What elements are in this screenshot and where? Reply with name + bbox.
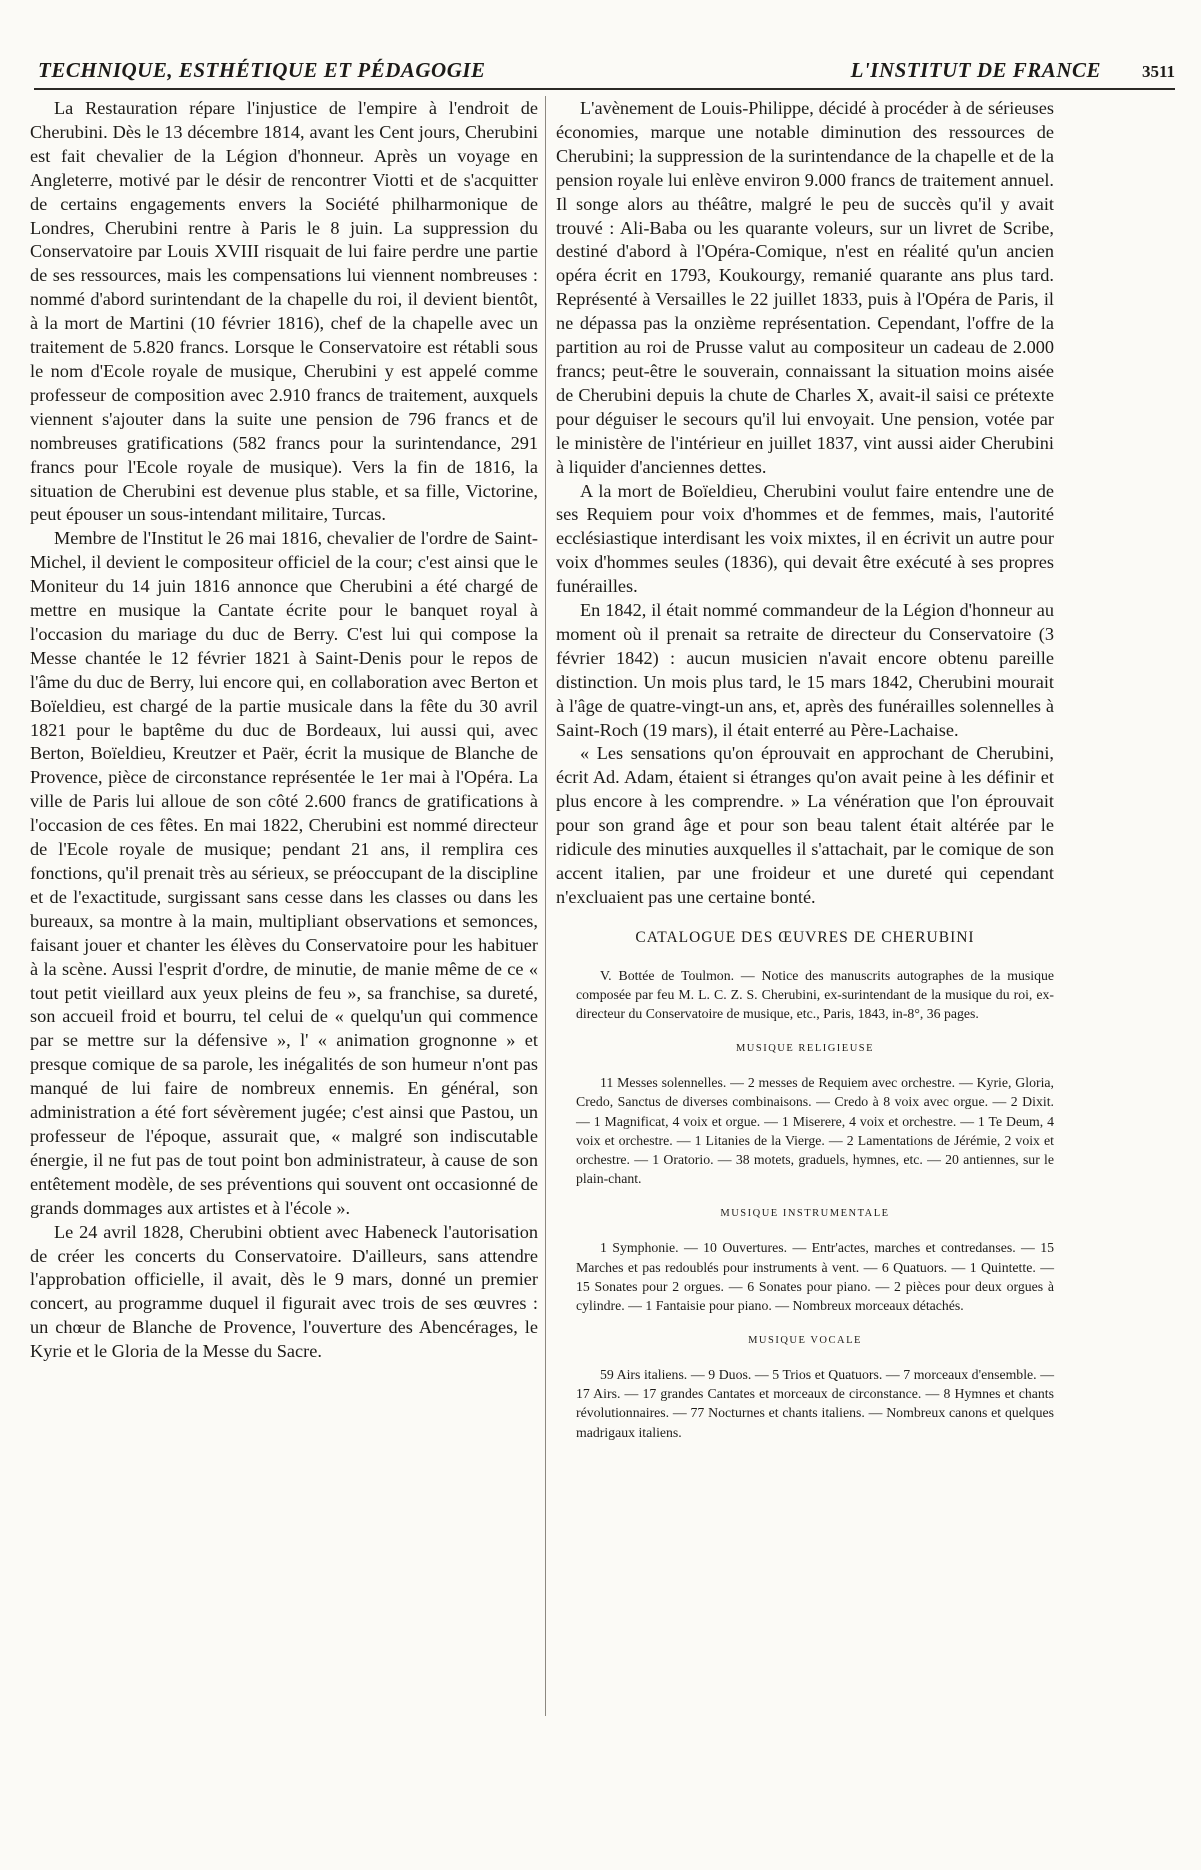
paragraph: « Les sensations qu'on éprouvait en approchant de Cherubini, écrit Ad. Adam, étaient si étranges qu'on avait peine à les définir et plus encore à les comprendre. » La vénération que l'on éprouvait pour son grand âge et pour son beau talent était altérée par le ridicule des minuties auxquelles il s'attachait, par le comique de son accent italien, par une froideur et une dureté qui cependant n'excluaient pas une certaine bonté.	[556, 743, 1054, 907]
page-number: 3511	[1141, 62, 1175, 81]
catalogue	[556, 926, 1054, 1442]
right-column	[556, 97, 1054, 1442]
left-column	[30, 97, 538, 1364]
section-entry: 59 Airs italiens. — 9 Duos. — 5 Trios et Quatuors. — 7 morceaux d'ensemble. — 17 Airs. — 17 grandes Cantates et morceaux de circonstance. — 8 Hymnes et chants révolutionnaires. — 77 Nocturnes et chants italiens. — Nombreux canons et quelques madrigaux italiens.	[576, 1367, 1054, 1440]
paragraph: L'avènement de Louis-Philippe, décidé à procéder à de sérieuses économies, marque une notable diminution des ressources de Cherubini; la suppression de la surintendance de la chapelle et de la pension royale lui enlève environ 9.000 francs de traitement annuel. Il songe alors au théâtre, malgré le peu de succès qu'il y avait trouvé : Ali-Baba ou les quarante voleurs, sur un livret de Scribe, destiné d'abord à l'Opéra-Comique, n'est en réalité qu'un ancien opéra écrit en 1793, Koukourgy, remanié quarante ans plus tard. Représenté à Versailles le 22 juillet 1833, puis à l'Opéra de Paris, il ne dépassa pas la onzième représentation. Cependant, l'offre de la partition au roi de Prusse valut au compositeur un cadeau de 2.000 francs; peut-être le souverain, connaissant la situation moins aisée de Cherubini depuis la chute de Charles X, avait-il saisi ce prétexte pour déguiser le secours qu'il lui envoyait. Une pension, votée par le ministère de l'intérieur en juillet 1837, vint aussi aider Cherubini à liquider d'anciennes dettes.	[556, 98, 1054, 477]
paragraph: Le 24 avril 1828, Cherubini obtient avec Habeneck l'autorisation de créer les concerts du Conservatoire. D'ailleurs, sans attendre l'approbation officielle, il avait, dès le 9 mars, donné un premier concert, au programme duquel il figurait avec trois de ses œuvres : un chœur de Blanche de Provence, l'ouverture des Abencérages, le Kyrie et le Gloria de la Messe du Sacre.	[30, 1221, 538, 1362]
paragraph: Membre de l'Institut le 26 mai 1816, chevalier de l'ordre de Saint-Michel, il devient le compositeur officiel de la cour; c'est ainsi que le Moniteur du 14 juin 1816 annonce que Cherubini a été chargé de mettre en musique la Cantate écrite pour le banquet royal à l'occasion du mariage du duc de Berry. C'est lui qui compose la Messe chantée le 12 février 1821 à Saint-Denis pour le repos de l'âme du duc de Berry, lui encore qui, en collaboration avec Berton et Boïeldieu, est chargé de la partie musicale dans la fête du 30 avril 1821 pour le baptême du duc de Bordeaux, lui aussi qui, avec Berton, Boïeldieu, Kreutzer et Paër, écrit la musique de Blanche de Provence, pièce de circonstance représentée le 1er mai à l'Opéra. La ville de Paris lui alloue de son côté 2.600 francs de gratifications à l'occasion de ces fêtes. En mai 1822, Cherubini est nommé directeur de l'Ecole royale de musique; pendant 21 ans, il remplira ces fonctions, qu'il prenait très au sérieux, se préoccupant de la discipline et de l'exactitude, surgissant sans cesse dans les classes ou dans les bureaux, sa montre à la main, multipliant observations et semonces, faisant jouer et chanter les élèves du Conservatoire pour les habituer à la scène. Aussi l'esprit d'ordre, de minutie, de manie même de ce « tout petit vieillard aux yeux pleins de feu », sa franchise, sa dureté, son accueil froid et bourru, tel celui de « quelqu'un qui commence par se mettre sur la défensive », l' « animation grognonne » et presque comique de sa parole, les inégalités de son humeur n'ont pas manqué de lui faire de nombreux ennemis. En général, son administration a été fort sévèrement jugée; c'est ainsi que Pastou, un professeur de l'époque, assurait que, « malgré son indiscutable énergie, il ne fut pas de tout point bon administrateur, à cause de son entêtement modèle, de ses préventions qui souvent ont occasionné de grands dommages aux artistes et à l'école ».	[30, 528, 538, 1218]
paragraph: La Restauration répare l'injustice de l'empire à l'endroit de Cherubini. Dès le 13 décembre 1814, avant les Cent jours, Cherubini est fait chevalier de la Légion d'honneur. Après un voyage en Angleterre, motivé par le désir de rencontrer Viotti et de s'acquitter de certains engagements envers la Société philharmonique de Londres, Cherubini rentre à Paris le 8 juin. La suppression du Conservatoire par Louis XVIII risquait de lui faire perdre une partie de ses ressources, mais les compensations lui viennent nombreuses : nommé d'abord surintendant de la chapelle du roi, il devient bientôt, à la mort de Martini (10 février 1816), chef de la chapelle avec un traitement de 5.820 francs. Lorsque le Conservatoire est rétabli sous le nom d'Ecole royale de musique, Cherubini y est appelé comme professeur de composition avec 2.910 francs de traitement, auxquels viennent s'ajouter dans la suite une pension de 796 francs et de nombreuses gratifications (582 francs pour la surintendance, 291 francs pour l'Ecole royale de musique). Vers la fin de 1816, la situation de Cherubini est devenue plus stable, et sa fille, Victorine, peut épouser un sous-intendant militaire, Turcas.	[30, 98, 538, 525]
header-right-title: L'INSTITUT DE FRANCE	[850, 58, 1101, 82]
paragraph: A la mort de Boïeldieu, Cherubini voulut faire entendre une de ses Requiem pour voix d'hommes et de femmes, mais, l'autorité ecclésiastique interdisant les voix mixtes, il en écrivit un autre pour voix d'hommes seules (1836), qui devait être exécuté à ses propres funérailles.	[556, 480, 1054, 597]
section-heading: MUSIQUE RELIGIEUSE	[735, 1043, 875, 1055]
column-divider	[545, 96, 546, 1716]
running-header	[34, 52, 1175, 90]
paragraph: En 1842, il était nommé commandeur de la Légion d'honneur au moment où il prenait sa retraite de directeur du Conservatoire (3 février 1842) : aucun musicien n'avait encore obtenu pareille distinction. Un mois plus tard, le 15 mars 1842, Cherubini mourait à l'âge de quatre-vingt-un ans, et, après des funérailles solennelles à Saint-Roch (19 mars), il était enterré au Père-Lachaise.	[556, 600, 1054, 740]
section-heading: MUSIQUE VOCALE	[748, 1335, 862, 1347]
header-left-title: TECHNIQUE, ESTHÉTIQUE ET PÉDAGOGIE	[38, 58, 486, 82]
catalogue-title: CATALOGUE DES ŒUVRES DE CHERUBINI	[635, 928, 975, 946]
section-entry: 1 Symphonie. — 10 Ouvertures. — Entr'actes, marches et contredanses. — 15 Marches et pas redoublés pour instruments à vent. — 6 Quatuors. — 1 Quintette. — 15 Sonates pour 2 orgues. — 6 Sonates pour piano. — 2 pièces pour deux orgues à cylindre. — 1 Fantaisie pour piano. — Nombreux morceaux détachés.	[576, 1240, 1054, 1313]
section-entry: 11 Messes solennelles. — 2 messes de Requiem avec orchestre. — Kyrie, Gloria, Credo, Sanctus de diverses combinaisons. — Credo à 8 voix avec orgue. — 2 Dixit. — 1 Magnificat, 4 voix et orgue. — 1 Miserere, 4 voix et orchestre. — 1 Te Deum, 4 voix et orchestre. — 1 Litanies de la Vierge. — 2 Lamentations de Jérémie, 2 voix et orchestre. — 1 Oratorio. — 38 motets, graduels, hymnes, etc. — 20 antiennes, sur le plain-chant.	[576, 1075, 1054, 1187]
section-heading: MUSIQUE INSTRUMENTALE	[720, 1208, 890, 1220]
catalogue-intro: V. Bottée de Toulmon. — Notice des manuscrits autographes de la musique composée par feu M. L. C. Z. S. Cherubini, ex-surintendant de la musique du roi, ex-directeur du Conservatoire de musique, etc., Paris, 1843, in-8°, 36 pages.	[576, 967, 1054, 1022]
